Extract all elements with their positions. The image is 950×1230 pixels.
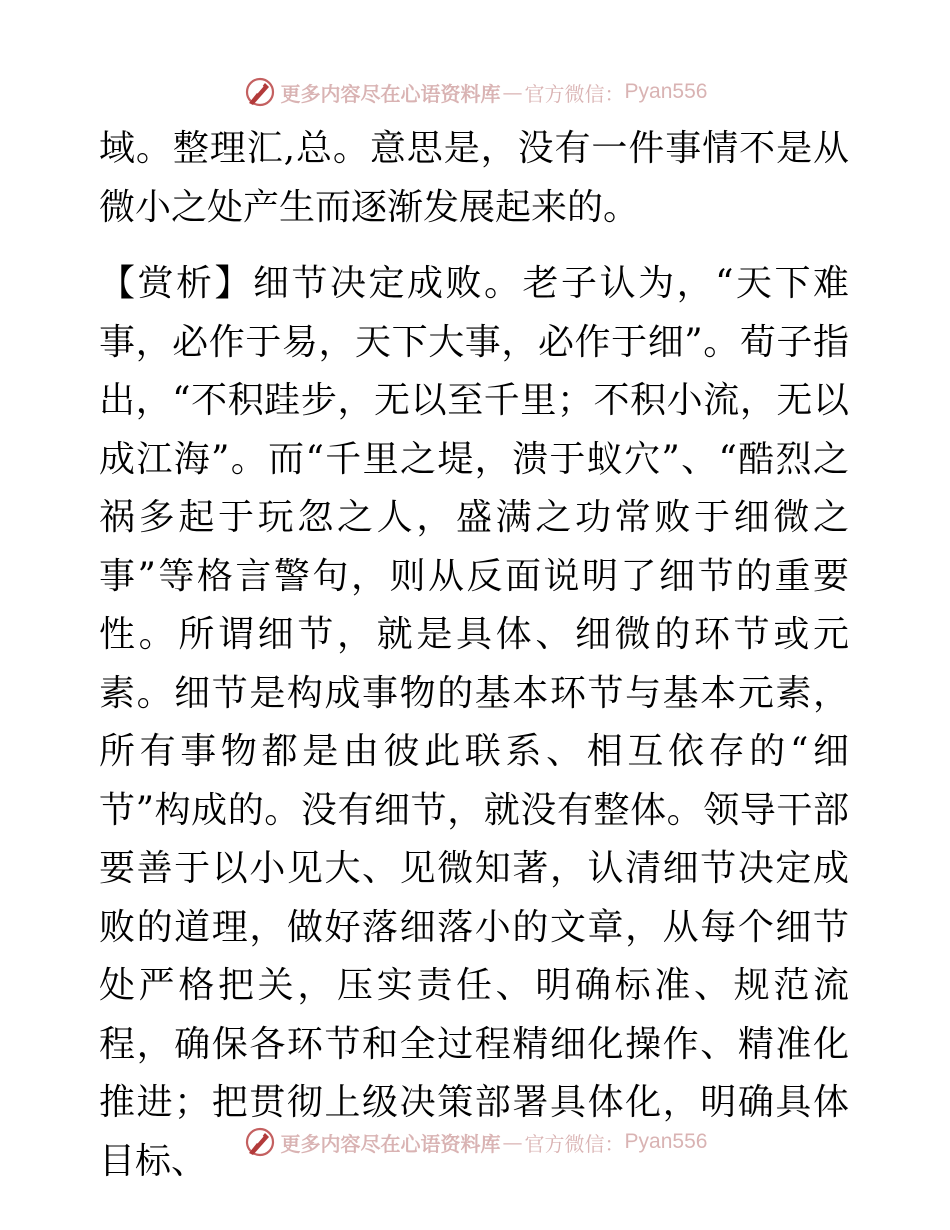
footer-wechat-label: 官方微信：	[524, 1131, 625, 1156]
footer-wechat-id: Pyan556	[624, 1130, 708, 1153]
footer-slogan: 更多内容尽在心语资料库	[280, 1131, 501, 1156]
document-body	[99, 120, 849, 1191]
pen-logo-icon	[243, 75, 277, 109]
footer-banner	[0, 1122, 950, 1162]
header-banner	[0, 72, 950, 112]
header-wechat-label: 官方微信：	[524, 81, 625, 106]
footer-separator: —	[502, 1130, 523, 1154]
paragraph-1: 域。整理汇,总。意思是，没有一件事情不是从微小之处产生而逐渐发展起来的。	[99, 128, 849, 228]
header-wechat-id: Pyan556	[624, 80, 708, 103]
paragraph-2: 【赏析】细节决定成败。老子认为，“天下难事，必作于易，天下大事，必作于细”。荀子指出，“不积跬步，无以至千里；不积小流，无以成江海”。而“千里之堤，溃于蚁穴”、“酷烈之祸多起于玩忽之人，盛满之功常败于细微之事”等格言警句，则从反面说明了细节的重要性。所谓细节，就是具体、细微的环节或元素。细节是构成事物的基本环节与基本元素，所有事物都是由彼此联系、相互依存的“细节”构成的。没有细节，就没有整体。领导干部要善于以小见大、见微知著，认清细节决定成败的道理，做好落细落小的文章，从每个细节处严格把关，压实责任、明确标准、规范流程，确保各环节和全过程精细化操作、精准化推进；把贯彻上级决策部署具体化，明确具体目标、	[99, 263, 849, 1182]
pen-logo-icon	[243, 1125, 277, 1159]
header-slogan: 更多内容尽在心语资料库	[280, 81, 501, 106]
header-separator: —	[502, 80, 523, 104]
